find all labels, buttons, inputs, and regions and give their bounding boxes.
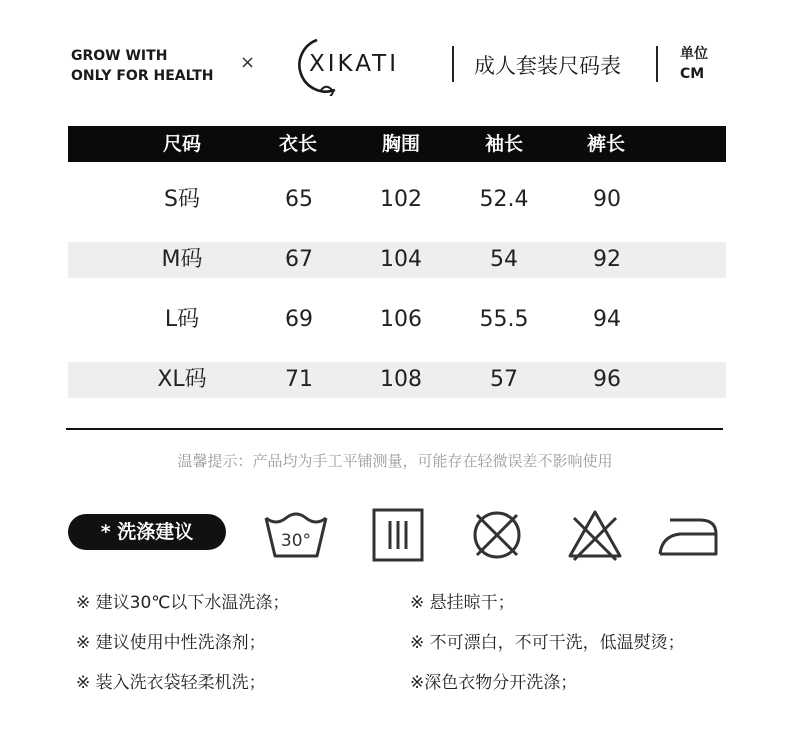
cell-length: 69 bbox=[285, 307, 313, 332]
wash-30-icon bbox=[263, 506, 329, 566]
cell-sleeve: 52.4 bbox=[479, 187, 529, 212]
care-note: ※ 不可漂白，不可干洗，低温熨烫； bbox=[410, 633, 685, 653]
brand-logo bbox=[287, 34, 417, 96]
unit-label bbox=[680, 44, 708, 84]
cell-chest: 108 bbox=[380, 367, 422, 392]
times-symbol: × bbox=[240, 52, 256, 73]
slogan-line-1: GROW WITH bbox=[71, 48, 168, 64]
header-divider-2 bbox=[656, 46, 658, 82]
iron-icon bbox=[656, 506, 722, 566]
cell-sleeve: 57 bbox=[490, 367, 518, 392]
size-table bbox=[68, 126, 726, 398]
cell-length: 65 bbox=[285, 187, 313, 212]
cell-pants: 92 bbox=[593, 247, 621, 272]
care-note: ※ 悬挂晾干； bbox=[410, 593, 515, 613]
table-row bbox=[68, 302, 726, 338]
cell-size: M码 bbox=[161, 247, 203, 272]
page-title: 成人套装尺码表 bbox=[474, 54, 621, 78]
header-chest: 胸围 bbox=[381, 133, 421, 155]
cell-length: 71 bbox=[285, 367, 313, 392]
table-row bbox=[68, 242, 726, 278]
care-note: ※ 装入洗衣袋轻柔机洗； bbox=[76, 673, 266, 693]
cell-sleeve: 55.5 bbox=[479, 307, 529, 332]
table-row bbox=[68, 362, 726, 398]
cell-size: XL码 bbox=[157, 367, 207, 392]
no-wringing-icon bbox=[464, 506, 530, 566]
header-pants: 裤长 bbox=[586, 133, 626, 155]
tumble-dry-icon bbox=[366, 506, 432, 566]
unit-line-2: CM bbox=[680, 66, 705, 82]
brand-name: XIKATI bbox=[309, 51, 399, 77]
slogan bbox=[71, 46, 213, 86]
header-sleeve: 袖长 bbox=[484, 133, 524, 155]
cell-sleeve: 54 bbox=[490, 247, 518, 272]
table-header bbox=[68, 126, 726, 162]
header-divider-1 bbox=[452, 46, 454, 82]
unit-line-1: 单位 bbox=[680, 46, 708, 62]
cell-chest: 106 bbox=[380, 307, 422, 332]
wash-temp-label: 30° bbox=[280, 531, 312, 551]
no-bleach-icon bbox=[562, 506, 628, 566]
care-note: ※ 建议30℃以下水温洗涤； bbox=[76, 593, 290, 613]
care-note: ※ 建议使用中性洗涤剂； bbox=[76, 633, 266, 653]
slogan-line-2: ONLY FOR HEALTH bbox=[71, 68, 214, 84]
cell-size: S码 bbox=[164, 187, 200, 212]
cell-pants: 90 bbox=[593, 187, 621, 212]
care-note: ※深色衣物分开洗涤； bbox=[410, 673, 578, 693]
cell-chest: 102 bbox=[380, 187, 422, 212]
header-length: 衣长 bbox=[278, 133, 318, 155]
table-row bbox=[68, 182, 726, 218]
header-size: 尺码 bbox=[162, 133, 202, 155]
cell-pants: 94 bbox=[593, 307, 621, 332]
cell-length: 67 bbox=[285, 247, 313, 272]
cell-chest: 104 bbox=[380, 247, 422, 272]
care-section-label: * 洗涤建议 bbox=[68, 514, 226, 550]
cell-pants: 96 bbox=[593, 367, 621, 392]
measurement-tip: 温馨提示：产品均为手工平铺测量，可能存在轻微误差不影响使用 bbox=[177, 452, 613, 470]
section-divider bbox=[66, 428, 723, 430]
cell-size: L码 bbox=[164, 307, 200, 332]
